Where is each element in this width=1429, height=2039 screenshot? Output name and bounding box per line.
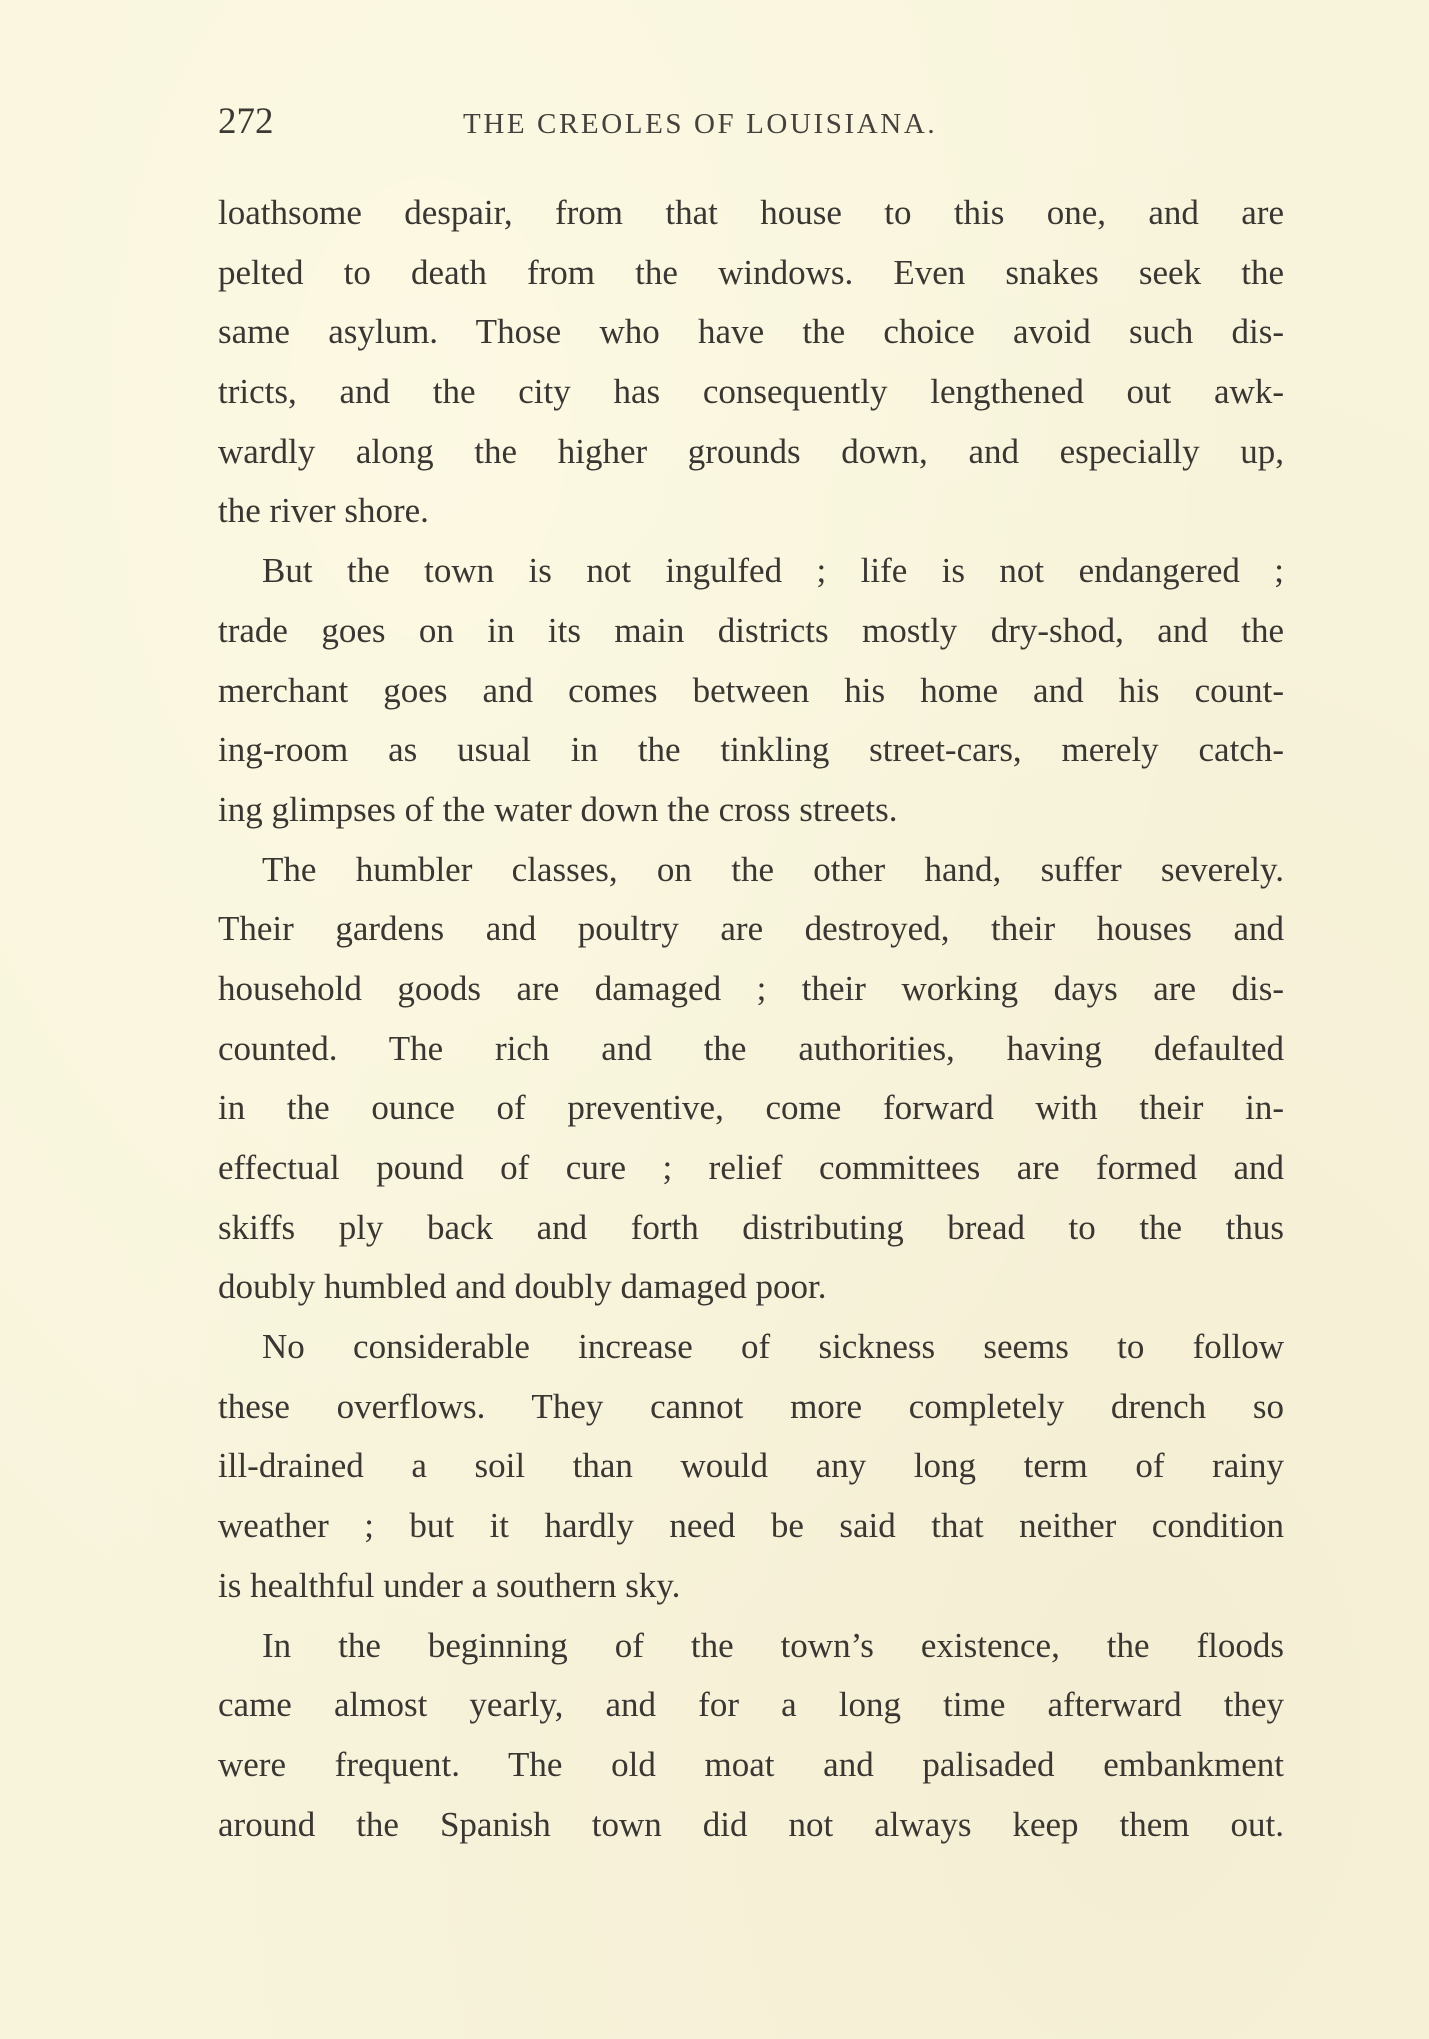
text-line: ing glimpses of the water down the cross streets. <box>218 789 898 829</box>
text-line: household goods are damaged ; their working days are dis- <box>218 968 1284 1008</box>
text-line: same asylum. Those who have the choice avoid such dis- <box>218 312 1284 352</box>
text-line: in the ounce of preventive, come forward with their in- <box>218 1088 1284 1128</box>
paragraph-first-line: The humbler classes, on the other hand, suffer severely. <box>262 849 1284 889</box>
text-line: weather ; but it hardly need be said that neither condition <box>218 1506 1284 1546</box>
text-line: the river shore. <box>218 491 429 531</box>
text-line: counted. The rich and the authorities, having defaulted <box>218 1028 1284 1068</box>
running-head <box>218 100 1284 144</box>
page-number: 272 <box>218 101 274 142</box>
text-line: wardly along the higher grounds down, and especially up, <box>218 431 1284 471</box>
text-line: trade goes on in its main districts mostly dry-shod, and the <box>218 610 1284 650</box>
text-line: effectual pound of cure ; relief committees are formed and <box>218 1148 1284 1187</box>
text-line: ing-room as usual in the tinkling street-cars, merely catch- <box>218 730 1284 770</box>
text-line: is healthful under a southern sky. <box>218 1565 681 1605</box>
paragraph-first-line: In the beginning of the town’s existence, the floods <box>262 1625 1284 1665</box>
running-title: THE CREOLES OF LOUISIANA. <box>463 108 938 140</box>
text-line: around the Spanish town did not always keep them out. <box>218 1804 1284 1844</box>
paragraph-first-line: But the town is not ingulfed ; life is not endangered ; <box>262 551 1284 591</box>
text-line: came almost yearly, and for a long time afterward they <box>218 1685 1284 1725</box>
text-line: merchant goes and comes between his home and his count- <box>218 670 1284 710</box>
text-line: pelted to death from the windows. Even snakes seek the <box>218 252 1284 292</box>
text-line: Their gardens and poultry are destroyed, their houses and <box>218 909 1284 949</box>
text-line: skiffs ply back and forth distributing bread to the thus <box>218 1207 1284 1247</box>
text-line: were frequent. The old moat and palisaded embankment <box>218 1744 1284 1784</box>
text-line: loathsome despair, from that house to this one, and are <box>218 193 1284 232</box>
text-line: these overflows. They cannot more completely drench so <box>218 1386 1284 1426</box>
paragraph-first-line: No considerable increase of sickness seems to follow <box>262 1327 1284 1367</box>
text-line: doubly humbled and doubly damaged poor. <box>218 1267 827 1307</box>
text-line: tricts, and the city has consequently lengthened out awk- <box>218 372 1284 412</box>
body-text <box>218 183 1284 1854</box>
text-line: ill-drained a soil than would any long term of rainy <box>218 1446 1284 1486</box>
